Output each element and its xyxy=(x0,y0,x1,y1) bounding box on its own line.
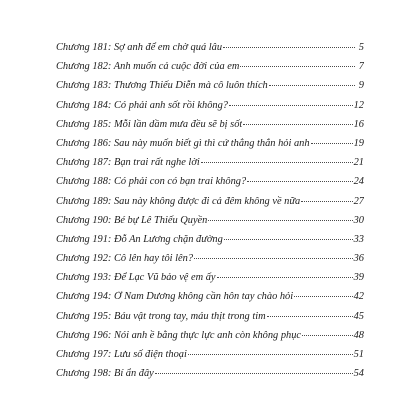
page-number: 42 xyxy=(353,291,364,303)
dot-leader xyxy=(194,258,353,259)
toc-entry xyxy=(56,138,364,157)
dot-leader xyxy=(294,296,352,297)
page-number: 27 xyxy=(353,195,364,207)
toc-entry xyxy=(56,234,364,253)
chapter-title: Chương 193: Để Lạc Vũ bảo vệ em ấy xyxy=(56,272,216,284)
page-number: 19 xyxy=(353,137,364,149)
table-of-contents xyxy=(56,42,364,387)
chapter-title: Chương 182: Anh muốn cả cuộc đời của em xyxy=(56,61,240,73)
toc-entry xyxy=(56,176,364,195)
dot-leader xyxy=(267,316,353,317)
page-number: 54 xyxy=(353,368,364,380)
chapter-title: Chương 196: Nói anh ề bằng thực lực anh còn không phục xyxy=(56,329,302,341)
page-number: 36 xyxy=(353,253,364,265)
page-number: 24 xyxy=(353,176,364,188)
toc-entry xyxy=(56,196,364,215)
page-number: 16 xyxy=(353,118,364,130)
dot-leader xyxy=(223,47,355,48)
page-number: 39 xyxy=(353,272,364,284)
page-number: 33 xyxy=(353,233,364,245)
dot-leader xyxy=(229,105,353,106)
chapter-title: Chương 191: Đỗ An Lương chặn đường xyxy=(56,233,223,245)
toc-entry xyxy=(56,42,364,61)
toc-entry xyxy=(56,349,364,368)
page-number: 51 xyxy=(353,349,364,360)
toc-entry xyxy=(56,61,364,80)
page-number: 21 xyxy=(353,157,364,169)
dot-leader xyxy=(188,354,353,355)
dot-leader xyxy=(155,373,353,374)
page-number: 48 xyxy=(353,329,364,341)
dot-leader xyxy=(301,201,352,202)
dot-leader xyxy=(224,239,353,240)
page-number: 5 xyxy=(358,42,364,53)
chapter-title: Chương 194: Ở Nam Dương không cần hôn tay chào hỏi xyxy=(56,291,294,303)
toc-entry xyxy=(56,215,364,234)
chapter-title: Chương 184: Có phải anh sốt rồi không? xyxy=(56,99,228,111)
dot-leader xyxy=(243,124,352,125)
toc-entry xyxy=(56,272,364,291)
dot-leader xyxy=(302,335,353,336)
page-number: 7 xyxy=(358,61,364,73)
toc-entry xyxy=(56,119,364,138)
dot-leader xyxy=(269,85,355,86)
chapter-title: Chương 186: Sau này muốn biết gì thì cứ thẳng thắn hỏi anh xyxy=(56,137,310,149)
page-number: 12 xyxy=(353,99,364,111)
chapter-title: Chương 192: Cô lên hay tôi lên? xyxy=(56,253,194,265)
toc-entry xyxy=(56,253,364,272)
chapter-title: Chương 183: Thương Thiếu Diễn mà cô luôn thích xyxy=(56,80,268,92)
toc-entry xyxy=(56,100,364,119)
dot-leader xyxy=(208,220,352,221)
page-number: 45 xyxy=(353,310,364,322)
dot-leader xyxy=(247,181,352,182)
chapter-title: Chương 185: Mỗi lần dầm mưa đều sẽ bị sốt xyxy=(56,118,243,130)
page-number: 9 xyxy=(358,80,364,92)
chapter-title: Chương 190: Bé bự Lê Thiếu Quyền xyxy=(56,214,208,226)
toc-entry xyxy=(56,311,364,330)
toc-entry xyxy=(56,368,364,387)
chapter-title: Chương 195: Báu vật trong tay, máu thịt trong tim xyxy=(56,310,266,322)
chapter-title: Chương 198: Bí ẩn đây xyxy=(56,368,154,380)
toc-entry xyxy=(56,291,364,310)
page-number: 30 xyxy=(353,214,364,226)
chapter-title: Chương 197: Lưu số điện thoại xyxy=(56,349,187,360)
toc-entry xyxy=(56,330,364,349)
chapter-title: Chương 189: Sau này không được đi cả đêm không về nữa xyxy=(56,195,301,207)
chapter-title: Chương 187: Bạn trai rất nghe lời xyxy=(56,157,200,169)
dot-leader xyxy=(217,277,353,278)
chapter-title: Chương 181: Sợ anh để em chờ quá lâu xyxy=(56,42,223,53)
dot-leader xyxy=(240,66,355,67)
chapter-title: Chương 188: Có phải con có bạn trai không? xyxy=(56,176,247,188)
dot-leader xyxy=(311,143,353,144)
toc-entry xyxy=(56,80,364,99)
dot-leader xyxy=(201,162,353,163)
toc-entry xyxy=(56,157,364,176)
